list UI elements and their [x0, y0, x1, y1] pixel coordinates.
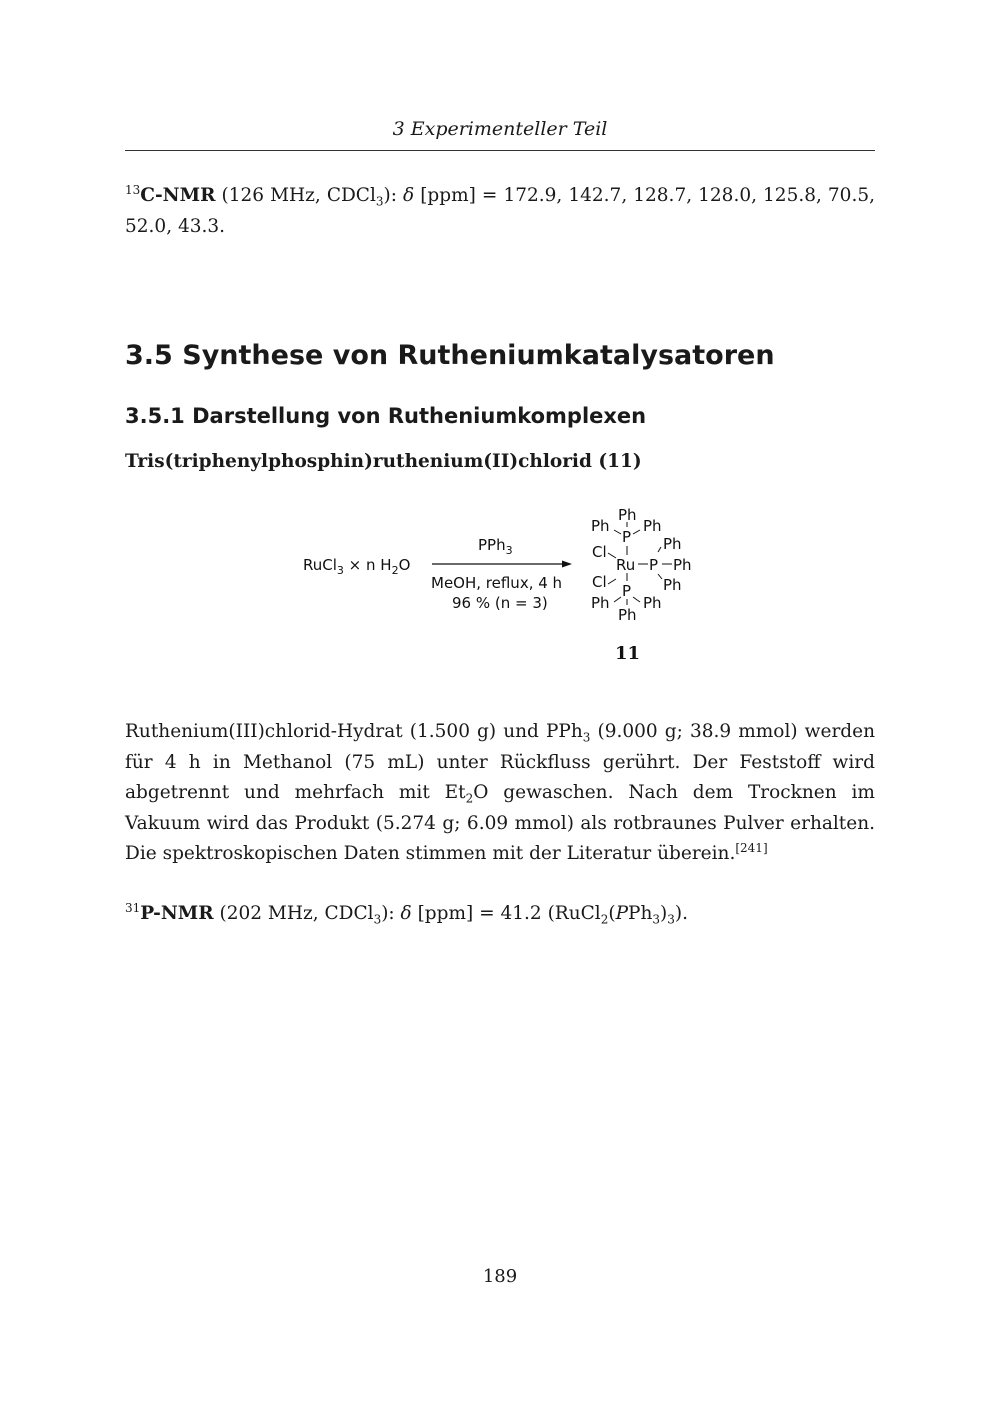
section-title: Synthese von Rutheniumkatalysatoren: [182, 340, 775, 371]
p-nmr-sub-1: 2: [600, 912, 609, 927]
arrow-head: [562, 561, 572, 568]
product-number: 11: [615, 643, 641, 664]
subsection-title: Darstellung von Rutheniumkomplexen: [192, 404, 647, 428]
reagent-label: PPh$_3$: [478, 536, 513, 557]
compound-heading: Tris(triphenylphosphin)ruthenium(II)chlorid (11): [125, 451, 642, 472]
ru-center: Ru: [616, 556, 636, 574]
ph-right: Ph: [673, 556, 692, 574]
p-nmr-label: P-NMR: [140, 903, 214, 924]
reaction-scheme: [290, 500, 710, 675]
running-header: 3 Experimenteller Teil: [392, 118, 608, 140]
section-number: 3.5: [125, 340, 173, 371]
section-heading: [125, 340, 775, 371]
ph-right-upper: Ph: [663, 535, 682, 553]
c-nmr-label: C-NMR: [140, 185, 216, 206]
p-nmr-delta: δ: [400, 903, 412, 924]
p-nmr-conditions: (202 MHz, CDCl: [213, 903, 374, 924]
conditions-line-2: 96 % (n = 3): [452, 594, 548, 612]
p-nmr-text-5: ).: [674, 903, 688, 924]
procedure-text-2: (9.000 g; 38.9 mmol) werden für 4 h in Methanol (75 mL) unter Rückfluss gerührt. Der Feststoff wird abgetrennt und mehrfach mit Et: [125, 721, 875, 803]
p-nmr-p-italic: P: [615, 903, 629, 924]
p-nmr-text-3: Ph: [628, 903, 653, 924]
p-nmr-sub-3: 3: [667, 912, 675, 927]
ph-right-lower: Ph: [663, 576, 682, 594]
procedure-sub-2: 2: [465, 791, 474, 806]
product-structure: [591, 506, 692, 624]
p-nmr-text-2: (: [608, 903, 616, 924]
ph-top-right: Ph: [643, 517, 662, 535]
ph-top-left: Ph: [591, 517, 610, 535]
page-number: 189: [482, 1266, 518, 1287]
header-rule: [125, 150, 875, 151]
p-nmr-text-1: [ppm] = 41.2 (RuCl: [411, 903, 601, 924]
c-nmr-isotope: 13: [125, 182, 141, 197]
conditions-line-1: MeOH, reflux, 4 h: [431, 574, 563, 592]
subsection-heading: [125, 404, 646, 428]
procedure-sub-1: 3: [582, 730, 591, 745]
procedure-text-1: Ruthenium(III)chlorid-Hydrat (1.500 g) und PPh: [125, 721, 583, 742]
c-nmr-paragraph: [125, 181, 875, 242]
ph-bottom-right: Ph: [643, 594, 662, 612]
p-nmr-paragraph: [125, 899, 875, 930]
reactant-formula: RuCl$_3$ × n $H_2O$: [303, 556, 411, 577]
c-nmr-conditions-sub: 3: [375, 194, 384, 209]
p-right: P: [649, 556, 659, 574]
c-nmr-conditions-close: ):: [383, 185, 404, 206]
c-nmr-conditions: (126 MHz, CDCl: [215, 185, 376, 206]
p-nmr-conditions-sub: 3: [373, 912, 382, 927]
p-top: P: [622, 528, 632, 546]
ph-bottom: Ph: [618, 606, 637, 624]
procedure-paragraph: [125, 717, 875, 870]
p-nmr-sub-2: 3: [652, 912, 661, 927]
c-nmr-delta: δ: [403, 185, 415, 206]
subsection-number: 3.5.1: [125, 404, 185, 428]
ph-top: Ph: [618, 506, 637, 524]
ph-bottom-left: Ph: [591, 594, 610, 612]
cl-lower: Cl: [592, 573, 607, 591]
c-nmr-values: [ppm] = 172.9, 142.7, 128.7, 128.0, 125.8, 70.5, 52.0, 43.3.: [125, 185, 875, 237]
p-nmr-text-4: ): [660, 903, 668, 924]
cl-upper: Cl: [592, 543, 607, 561]
procedure-text-3: O gewaschen. Nach dem Trocknen im Vakuum wird das Produkt (5.274 g; 6.09 mmol) als rotbraunes Pulver erhalten. Die spektroskopischen Daten stimmen mit der Literatur überein.: [125, 782, 875, 864]
citation: [241]: [735, 840, 768, 855]
p-nmr-conditions-close: ):: [381, 903, 401, 924]
p-nmr-isotope: 31: [125, 900, 141, 915]
p-bottom: P: [622, 582, 632, 600]
